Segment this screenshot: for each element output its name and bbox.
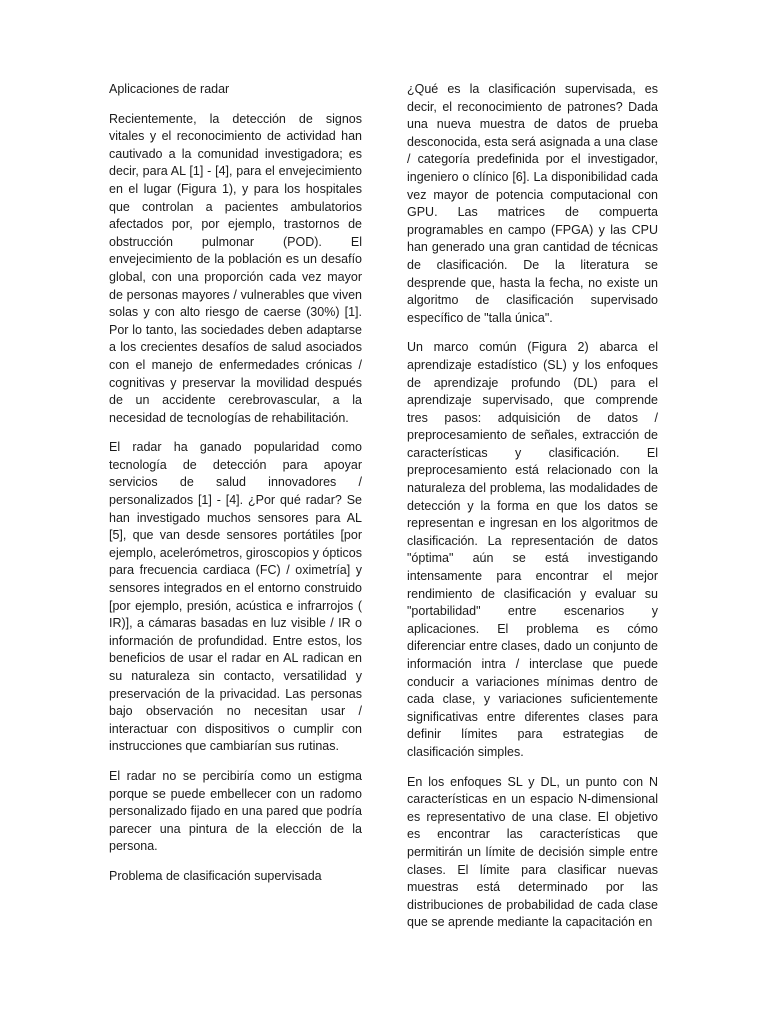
left-column bbox=[109, 81, 362, 898]
section-heading-radar-applications: Aplicaciones de radar bbox=[109, 82, 230, 96]
paragraph-what-is-classification: ¿Qué es la clasificación supervisada, es decir, el reconocimiento de patrones? Dada una nueva muestra de datos de prueba desconocida, esta será asignada a una clase / categoría predefinida por el investigador, ingeniero o clínico [6]. La disponibilidad cada vez mayor de potencia computacional con GPU. Las matrices de compuerta programables en campo (FPGA) y las CPU han generado una gran cantidad de técnicas de clasificación. De la literatura se desprende que, hasta la fecha, no existe un algoritmo de clasificación supervisado específico de "talla única". bbox=[407, 82, 658, 325]
paragraph-common-framework: Un marco común (Figura 2) abarca el aprendizaje estadístico (SL) y los enfoques de aprendizaje profundo (DL) para el aprendizaje supervisado, que comprende tres pasos: adquisición de datos / preprocesamiento de señales, extracción de características y clasificación. El preprocesamiento está relacionado con la naturaleza del problema, las modalidades de detección y la forma en que los datos se representan e ingresan en los algoritmos de clasificación. La representación de datos "óptima" aún se está investigando intensamente para encontrar el mejor rendimiento de clasificación y evaluar su "portabilidad" entre escenarios y aplicaciones. El problema es cómo diferenciar entre clases, dado un conjunto de información intra / interclase que puede conducir a variaciones mínimas dentro de cada clase, y variaciones suficientemente significativas entre diferentes clases para definir límites para estrategias de clasificación simples. bbox=[407, 340, 658, 759]
right-column bbox=[407, 81, 658, 944]
paragraph-sl-dl-approaches: En los enfoques SL y DL, un punto con N características en un espacio N-dimensional es representativo de una clase. El objetivo es encontrar las características que permitirán un límite de decisión simple entre clases. El límite para clasificar nuevas muestras está determinado por las distribuciones de probabilidad de cada clase que se aprende mediante la capacitación en bbox=[407, 774, 658, 930]
paragraph-radar-popularity: El radar ha ganado popularidad como tecnología de detección para apoyar servicios de salud innovadores / personalizados [1] - [4]. ¿Por qué radar? Se han investigado muchos sensores para AL [5], que van desde sensores portátiles [por ejemplo, acelerómetros, giroscopios y ópticos para frecuencia cardiaca (FC) / oximetría] y sensores integrados en el entorno construido [por ejemplo, presión, acústica e infrarrojos ( IR)], a cámaras basadas en luz visible / IR o información de profundidad. Entre estos, los beneficios de usar el radar en AL radican en su naturaleza sin contacto, versatilidad y preservación de la privacidad. Las personas bajo observación no necesitan usar / interactuar con dispositivos o cumplir con instrucciones que cambiarían sus rutinas. bbox=[109, 440, 362, 754]
paragraph-radar-stigma: El radar no se percibiría como un estigma porque se puede embellecer con un radomo personalizado fijado en una pared que podría parecer una pintura de la elección de la persona. bbox=[109, 768, 362, 854]
section-heading-supervised-classification: Problema de clasificación supervisada bbox=[109, 868, 322, 883]
paragraph-vital-signs: Recientemente, la detección de signos vitales y el reconocimiento de actividad han cautivado a la comunidad investigadora; es decir, para AL [1] - [4], para el envejecimiento en el lugar (Figura 1), y para los hospitales que controlan a pacientes ambulatorios afectados por, por ejemplo, trastornos de obstrucción pulmonar (POD). El envejecimiento de la población es un desafío global, con una proporción cada vez mayor de personas mayores / vulnerables que viven solas y con alto riesgo de caerse (30%) [1]. Por lo tanto, las sociedades deben adaptarse a los crecientes desafíos de salud asociados con el manejo de enfermedades crónicas / cognitivas y preservar la movilidad después de un accidente cerebrovascular, a la necesidad de tecnologías de rehabilitación. bbox=[109, 111, 362, 425]
